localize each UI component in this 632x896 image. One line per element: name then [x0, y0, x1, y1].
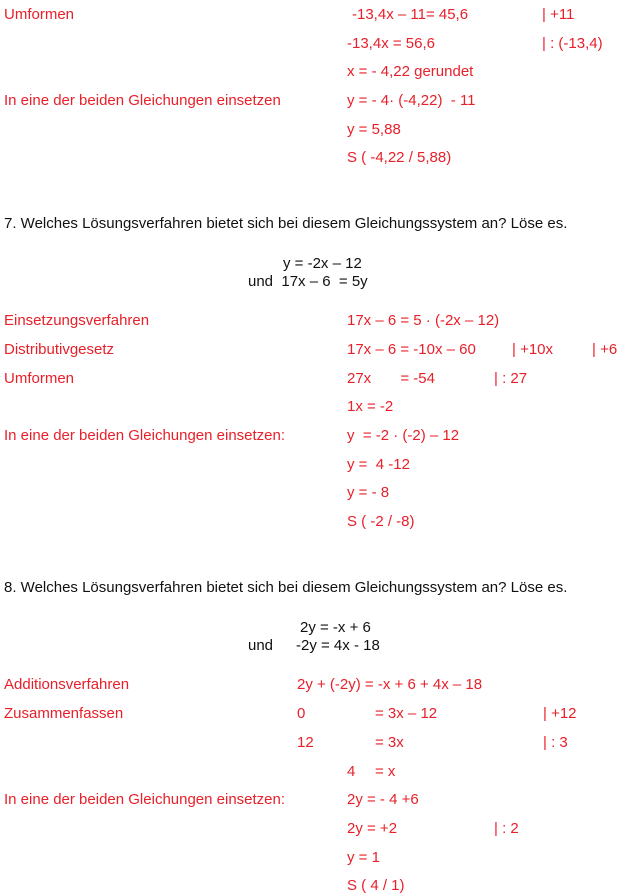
- equation: 2y = +2: [347, 820, 398, 837]
- equation-lhs: 12: [297, 734, 314, 751]
- task-7-question: 7. Welches Lösungsverfahren bietet sich bei diesem Gleichungssystem an? Löse es.: [4, 215, 568, 232]
- equation-rhs: = x: [375, 763, 396, 780]
- equation: -13,4x – 11= 45,6: [352, 6, 469, 23]
- equation: y = 4 -12: [347, 456, 410, 473]
- equation: y = -2 · (-2) – 12: [347, 427, 460, 444]
- step-label: In eine der beiden Gleichungen einsetzen:: [4, 791, 286, 808]
- step-label: Umformen: [4, 370, 75, 387]
- step-label: Additionsverfahren: [4, 676, 130, 693]
- system-equation-2: und 17x – 6 = 5y: [248, 273, 368, 290]
- step-label: Distributivgesetz: [4, 341, 115, 358]
- operation: | +11: [542, 6, 575, 23]
- equation: y = - 8: [347, 484, 390, 501]
- equation: 2y + (-2y) = -x + 6 + 4x – 18: [297, 676, 483, 693]
- equation: 17x – 6 = -10x – 60: [347, 341, 476, 358]
- operation: | +6: [592, 341, 618, 358]
- operation: | : 2: [494, 820, 519, 837]
- solution-set: S ( -4,22 / 5,88): [347, 149, 452, 166]
- step-label-umformen: Umformen: [4, 6, 75, 23]
- equation: x = - 4,22 gerundet: [347, 63, 474, 80]
- equation-rhs: = 3x – 12: [375, 705, 438, 722]
- operation: | : (-13,4): [542, 35, 603, 52]
- step-label: Zusammenfassen: [4, 705, 124, 722]
- system-equation-1: 2y = -x + 6: [300, 619, 371, 636]
- system-und: und: [248, 637, 274, 654]
- equation: 17x – 6 = 5 · (-2x – 12): [347, 312, 500, 329]
- solution-set: S ( 4 / 1): [347, 877, 405, 894]
- operation: | : 27: [494, 370, 528, 387]
- equation: y = 1: [347, 849, 380, 866]
- solution-set: S ( -2 / -8): [347, 513, 415, 530]
- step-label: In eine der beiden Gleichungen einsetzen:: [4, 427, 286, 444]
- system-equation-1: y = -2x – 12: [283, 255, 362, 272]
- operation: | : 3: [543, 734, 568, 751]
- task-8-question: 8. Welches Lösungsverfahren bietet sich bei diesem Gleichungssystem an? Löse es.: [4, 579, 568, 596]
- operation: | +10x: [512, 341, 554, 358]
- equation: -13,4x = 56,6: [347, 35, 435, 52]
- equation-lhs: 4: [347, 763, 356, 780]
- step-label-einsetzen: In eine der beiden Gleichungen einsetzen: [4, 92, 281, 109]
- equation: 1x = -2: [347, 398, 394, 415]
- equation: y = 5,88: [347, 121, 401, 138]
- step-label: Einsetzungsverfahren: [4, 312, 150, 329]
- system-equation-2: -2y = 4x - 18: [296, 637, 380, 654]
- equation: 27x = -54: [347, 370, 435, 387]
- equation-rhs: = 3x: [375, 734, 404, 751]
- equation: 2y = - 4 +6: [347, 791, 419, 808]
- operation: | +12: [543, 705, 577, 722]
- equation-lhs: 0: [297, 705, 306, 722]
- equation: y = - 4· (-4,22) - 11: [347, 92, 476, 109]
